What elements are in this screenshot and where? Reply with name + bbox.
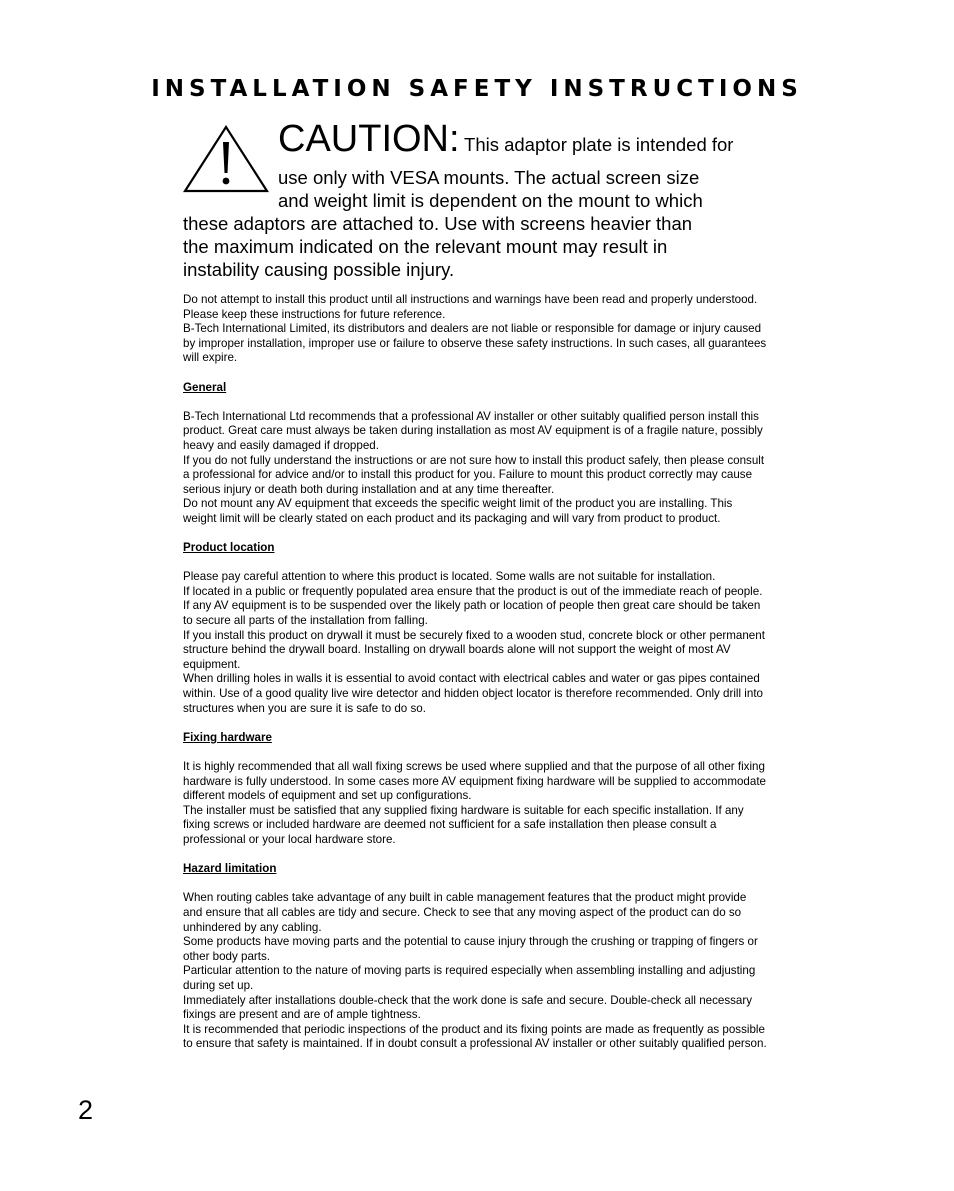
caution-text-line-6: instability causing possible injury. bbox=[183, 259, 455, 280]
hazard-paragraph: When routing cables take advantage of any built in cable management features that the product might provide and ensure that all cables are tidy and secure. Check to see that any moving aspect of the product can do so unhindered by any cabling. bbox=[183, 891, 747, 934]
general-paragraph: B-Tech International Ltd recommends that a professional AV installer or other suitably qualified person install this product. Great care must always be taken during installation as most AV equipment is of a fragile nature, possibly heavy and easily damaged if dropped. bbox=[183, 409, 763, 452]
page-title: INSTALLATION SAFETY INSTRUCTIONS bbox=[151, 76, 803, 102]
location-paragraph: If you install this product on drywall it must be securely fixed to a wooden stud, concrete block or other permanent structure behind the drywall board. Installing on drywall boards alone will not support the weight of most AV equipment. bbox=[183, 628, 765, 671]
section-heading-product-location: Product location bbox=[183, 541, 275, 555]
caution-text-line-3: and weight limit is dependent on the mount to which bbox=[278, 190, 703, 211]
section-heading-fixing-hardware: Fixing hardware bbox=[183, 730, 272, 744]
caution-heading-line bbox=[278, 120, 773, 166]
fixing-paragraph: It is highly recommended that all wall fixing screws be used where supplied and that the purpose of all other fixing hardware is fully understood. In some cases more AV equipment fixing hardware will be supplied to accommodate different models of equipment and set up configurations. bbox=[183, 760, 766, 803]
location-paragraph: If located in a public or frequently populated area ensure that the product is out of the immediate reach of people. If any AV equipment is to be suspended over the likely path or location of people then great care should be taken to secure all parts of the installation from falling. bbox=[183, 584, 763, 628]
general-paragraph: Do not mount any AV equipment that exceeds the specific weight limit of the product you are installing. This weight limit will be clearly stated on each product and its packaging and will vary from product to product. bbox=[183, 497, 733, 525]
caution-label: CAUTION: bbox=[278, 118, 460, 160]
hazard-paragraph: Immediately after installations double-check that the work done is safe and secure. Double-check all necessary fixings are present and are of ample tightness. bbox=[183, 993, 753, 1022]
warning-triangle-icon bbox=[183, 124, 269, 194]
section-heading-hazard-limitation: Hazard limitation bbox=[183, 862, 277, 876]
caution-text-line-2: use only with VESA mounts. The actual screen size bbox=[278, 167, 700, 188]
general-paragraph: If you do not fully understand the instructions or are not sure how to install this product safely, then please consult a professional for advice and/or to install this product for you. Failure to mount this product correctly may cause serious injury or death both during installation and at any time thereafter. bbox=[183, 453, 765, 496]
hazard-paragraph: It is recommended that periodic inspections of the product and its fixing points are made as frequently as possible to ensure that safety is maintained. If in doubt consult a professional AV installer or other suitably qualified person. bbox=[183, 1022, 767, 1051]
caution-text-line-1: This adaptor plate is intended for bbox=[464, 134, 734, 155]
hazard-paragraph: Particular attention to the nature of moving parts is required especially when assembling installing and adjusting during set up. bbox=[183, 964, 756, 992]
intro-paragraph: B-Tech International Limited, its distributors and dealers are not liable or responsible for damage or injury caused by improper installation, improper use or failure to observe these safety instructions. In such cases, all guarantees will expire. bbox=[183, 322, 767, 365]
caution-notice bbox=[183, 120, 773, 281]
caution-text-line-4: these adaptors are attached to. Use with screens heavier than bbox=[183, 213, 693, 234]
caution-text-line-5: the maximum indicated on the relevant mount may result in bbox=[183, 236, 668, 257]
intro-paragraph: Do not attempt to install this product until all instructions and warnings have been read and properly understood. Please keep these instructions for future reference. bbox=[183, 293, 758, 321]
instructions-body bbox=[183, 293, 767, 1052]
location-paragraph: Please pay careful attention to where this product is located. Some walls are not suitable for installation. bbox=[183, 570, 716, 584]
fixing-paragraph: The installer must be satisfied that any supplied fixing hardware is suitable for each specific installation. If any fixing screws or included hardware are deemed not sufficient for a safe installation then please consult a professional or your local hardware store. bbox=[183, 803, 744, 846]
location-paragraph: When drilling holes in walls it is essential to avoid contact with electrical cables and water or gas pipes contained within. Use of a good quality live wire detector and hidden object locator is therefore recommended. Only drill into structures when you are sure it is safe to do so. bbox=[183, 672, 763, 715]
hazard-paragraph: Some products have moving parts and the potential to cause injury through the crushing or trapping of fingers or other body parts. bbox=[183, 935, 758, 963]
section-heading-general: General bbox=[183, 380, 227, 394]
page-number: 2 bbox=[78, 1095, 94, 1125]
caution-body bbox=[183, 166, 773, 281]
